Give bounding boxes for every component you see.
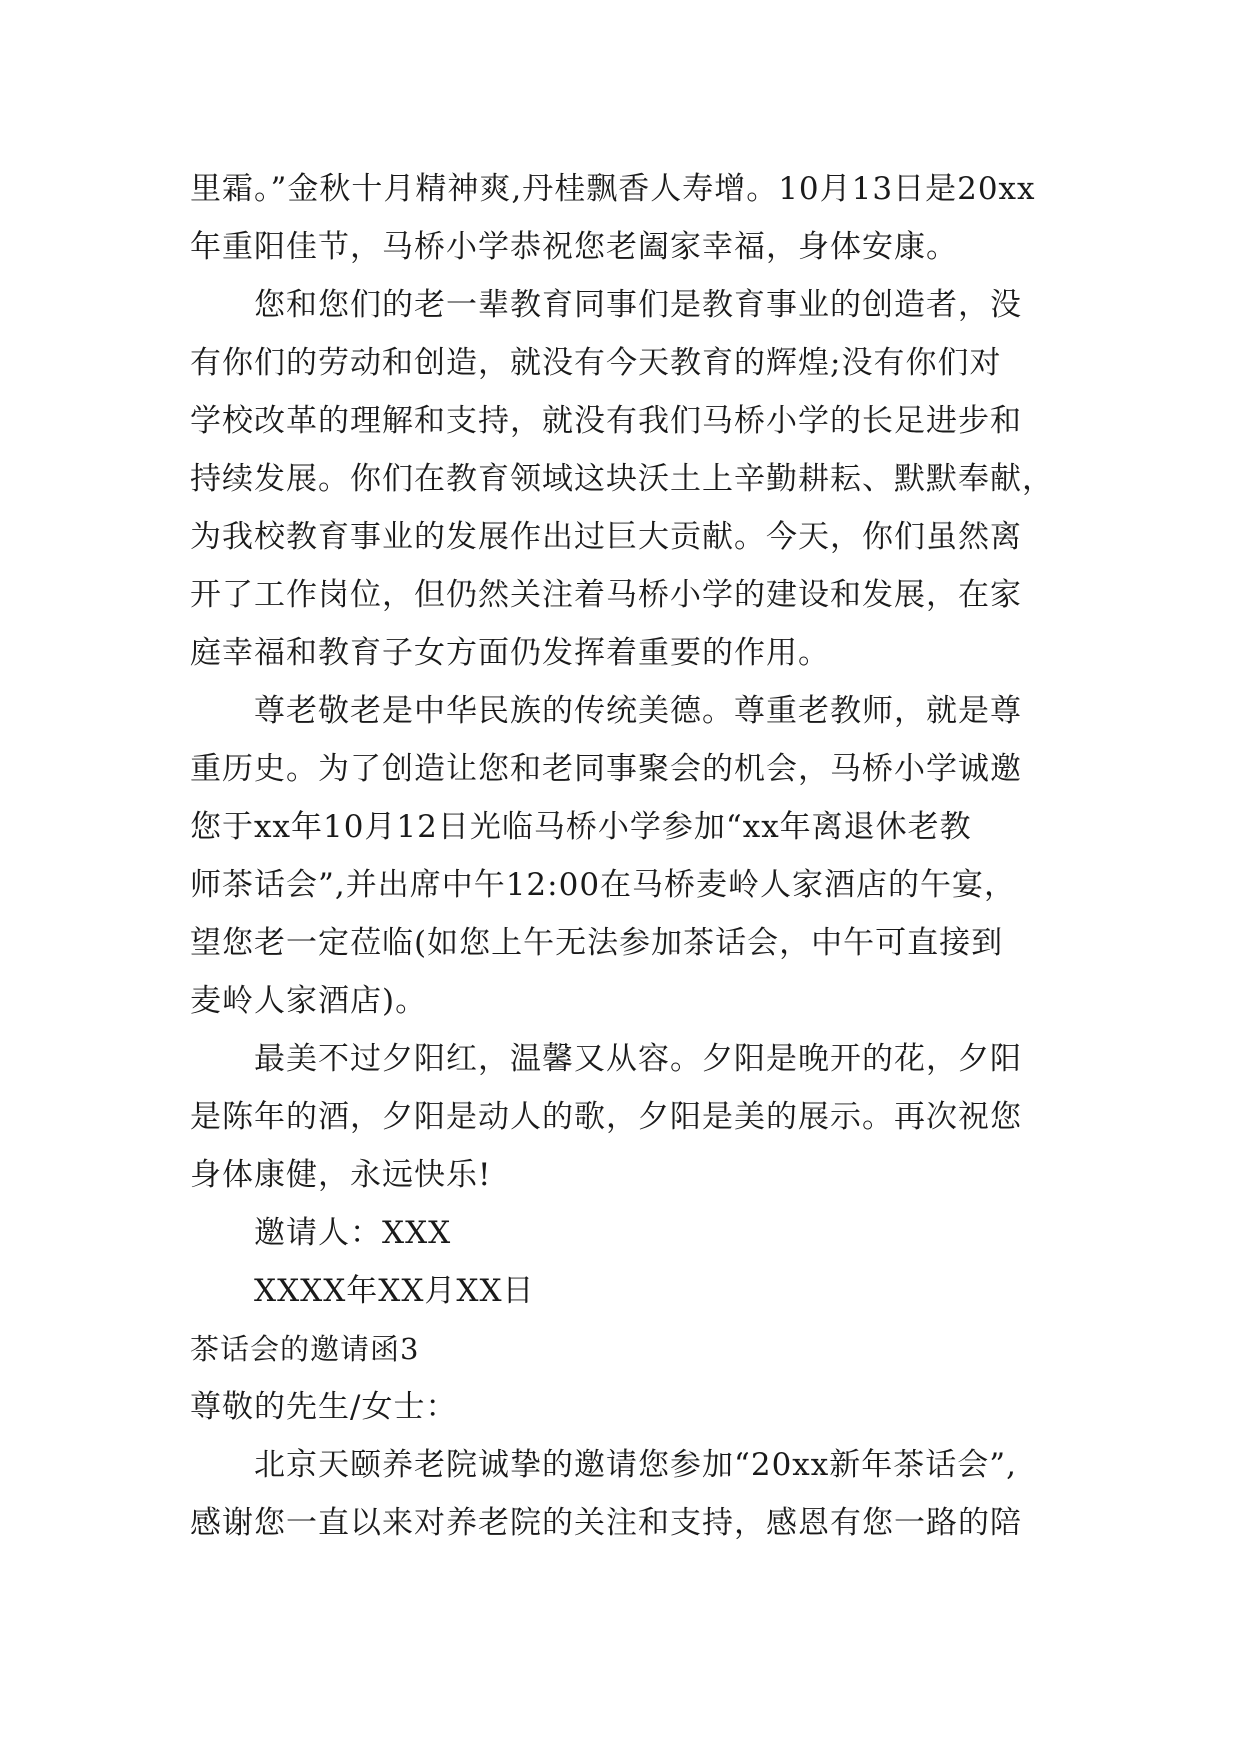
document-body — [190, 160, 1054, 1552]
text-line: 有你们的劳动和创造，就没有今天教育的辉煌;没有你们对 — [190, 345, 1002, 381]
text-line: 重历史。为了创造让您和老同事聚会的机会，马桥小学诚邀 — [190, 751, 1022, 787]
text-line: 是陈年的酒，夕阳是动人的歌，夕阳是美的展示。再次祝您 — [190, 1099, 1022, 1135]
text-line: 持续发展。你们在教育领域这块沃土上辛勤耕耘、默默奉献， — [190, 461, 1054, 497]
text-line: 年重阳佳节，马桥小学恭祝您老阖家幸福，身体安康。 — [190, 229, 958, 265]
text-line: 您于xx年10月12日光临马桥小学参加“xx年离退休老教 — [190, 809, 972, 845]
text-line: 身体康健，永远快乐! — [190, 1157, 492, 1193]
text-line: 您和您们的老一辈教育同事们是教育事业的创造者，没 — [254, 287, 1022, 323]
text-line: 学校改革的理解和支持，就没有我们马桥小学的长足进步和 — [190, 403, 1022, 439]
text-line: 庭幸福和教育子女方面仍发挥着重要的作用。 — [190, 635, 830, 671]
text-line: 望您老一定莅临(如您上午无法参加茶话会，中午可直接到 — [190, 925, 1004, 961]
text-line: 为我校教育事业的发展作出过巨大贡献。今天，你们虽然离 — [190, 519, 1022, 555]
text-line: 北京天颐养老院诚挚的邀请您参加“20xx新年茶话会”, — [254, 1447, 1017, 1483]
text-line: 尊老敬老是中华民族的传统美德。尊重老教师，就是尊 — [254, 693, 1022, 729]
text-line: 师茶话会”,并出席中午12:00在马桥麦岭人家酒店的午宴， — [190, 867, 1017, 903]
section-heading: 茶话会的邀请函3 — [190, 1332, 420, 1366]
text-line: XXXX年XX月XX日 — [254, 1273, 535, 1309]
text-line: 麦岭人家酒店)。 — [190, 983, 428, 1019]
text-line: 最美不过夕阳红，温馨又从容。夕阳是晚开的花，夕阳 — [254, 1041, 1022, 1077]
text-line: 尊敬的先生/女士： — [190, 1389, 458, 1425]
text-line: 开了工作岗位，但仍然关注着马桥小学的建设和发展，在家 — [190, 577, 1022, 613]
text-line: 里霜。”金秋十月精神爽,丹桂飘香人寿增。10月13日是20xx — [190, 171, 1036, 207]
text-line: 邀请人：XXX — [254, 1215, 452, 1251]
text-line: 感谢您一直以来对养老院的关注和支持，感恩有您一路的陪 — [190, 1505, 1022, 1541]
